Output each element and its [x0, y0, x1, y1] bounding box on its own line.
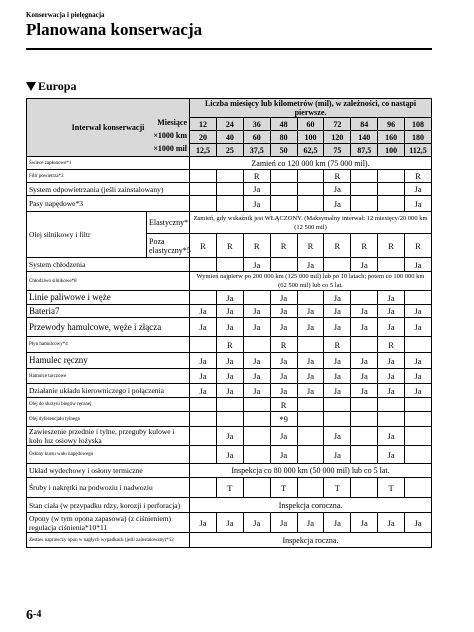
- span-note: Inspekcja roczna.: [190, 533, 432, 548]
- table-row: [27, 427, 432, 446]
- schedule-mark: [243, 412, 270, 427]
- schedule-mark: [243, 446, 270, 464]
- schedule-mark: Ja: [243, 196, 270, 212]
- schedule-mark: [270, 196, 297, 212]
- schedule-mark: T: [216, 478, 243, 498]
- service-item-label: Świece zapłonowe*1: [27, 157, 190, 170]
- table-row: [27, 212, 432, 234]
- schedule-mark: Ja: [270, 446, 297, 464]
- table-row: [27, 498, 432, 513]
- service-item-label: Chłodziwo silnikowe*8: [27, 272, 190, 291]
- span-note: Inspekcja co 80 000 km (50 000 mil) lub co 5 lat.: [190, 464, 432, 478]
- schedule-mark: Ja: [243, 305, 270, 318]
- schedule-mark: R: [270, 234, 297, 258]
- interval-value: 62,5: [297, 144, 324, 157]
- service-item-label: Zawieszenie przednie i tylne, przeguby kulowe i koło luz osiowy łożyska: [27, 427, 190, 446]
- table-row: [27, 305, 432, 318]
- title-divider: [26, 48, 432, 50]
- schedule-mark: [405, 398, 432, 412]
- schedule-mark: Ja: [190, 384, 217, 398]
- schedule-mark: Ja: [216, 446, 243, 464]
- schedule-mark: Ja: [270, 513, 297, 533]
- schedule-mark: Ja: [216, 369, 243, 384]
- schedule-mark: R: [190, 234, 217, 258]
- oil-fixed-label: Poza elastyczny*5: [147, 234, 190, 258]
- schedule-mark: [297, 412, 324, 427]
- schedule-mark: Ja: [243, 318, 270, 337]
- schedule-mark: [378, 398, 405, 412]
- schedule-mark: Ja: [378, 427, 405, 446]
- interval-value: 36: [243, 118, 270, 131]
- schedule-mark: R: [270, 337, 297, 353]
- table-row: [27, 353, 432, 369]
- schedule-mark: Ja: [324, 384, 351, 398]
- service-item-label: Hamulec ręczny: [27, 353, 190, 369]
- schedule-mark: Ja: [243, 258, 270, 272]
- service-item-label: Olej dyferencjału tylnego: [27, 412, 190, 427]
- table-row: [27, 478, 432, 498]
- interval-value: 60: [297, 118, 324, 131]
- interval-value: 25: [216, 144, 243, 157]
- schedule-mark: [297, 183, 324, 196]
- schedule-mark: T: [270, 478, 297, 498]
- schedule-mark: Ja: [378, 513, 405, 533]
- schedule-mark: Ja: [405, 183, 432, 196]
- maintenance-schedule-table: [26, 98, 432, 548]
- schedule-mark: [216, 412, 243, 427]
- schedule-mark: Ja: [190, 353, 217, 369]
- table-row: [27, 99, 432, 118]
- schedule-mark: Ja: [324, 196, 351, 212]
- service-item-label: Płyn hamulcowy*4: [27, 337, 190, 353]
- table-row: [27, 170, 432, 183]
- schedule-mark: [190, 427, 217, 446]
- section-label: Europa: [38, 79, 77, 93]
- table-row: [27, 384, 432, 398]
- schedule-mark: Ja: [270, 291, 297, 305]
- service-item-label: Śruby i nakrętki na podwoziu i nadwoziu: [27, 478, 190, 498]
- schedule-mark: [216, 183, 243, 196]
- schedule-mark: [405, 427, 432, 446]
- interval-value: 100: [378, 144, 405, 157]
- interval-value: 84: [351, 118, 378, 131]
- schedule-mark: [297, 196, 324, 212]
- schedule-mark: Ja: [190, 369, 217, 384]
- interval-value: 72: [324, 118, 351, 131]
- schedule-mark: R: [324, 234, 351, 258]
- schedule-mark: [190, 258, 217, 272]
- schedule-mark: [351, 183, 378, 196]
- schedule-mark: Ja: [190, 318, 217, 337]
- schedule-mark: [270, 183, 297, 196]
- schedule-mark: Ja: [405, 258, 432, 272]
- table-row: [27, 291, 432, 305]
- schedule-mark: Ja: [190, 305, 217, 318]
- schedule-mark: Ja: [378, 318, 405, 337]
- schedule-mark: Ja: [405, 384, 432, 398]
- schedule-mark: Ja: [216, 384, 243, 398]
- schedule-mark: Ja: [297, 353, 324, 369]
- schedule-mark: Ja: [190, 513, 217, 533]
- schedule-mark: [351, 170, 378, 183]
- schedule-mark: Ja: [216, 513, 243, 533]
- schedule-mark: [351, 427, 378, 446]
- service-item-label: Osłony kursu wału napędowego: [27, 446, 190, 464]
- service-item-label: Przewody hamulcowe, węże i złącza: [27, 318, 190, 337]
- schedule-mark: Ja: [378, 446, 405, 464]
- schedule-mark: [378, 412, 405, 427]
- schedule-mark: [190, 183, 217, 196]
- schedule-mark: [216, 398, 243, 412]
- schedule-mark: [216, 258, 243, 272]
- schedule-mark: T: [378, 478, 405, 498]
- schedule-mark: R: [351, 234, 378, 258]
- schedule-mark: [324, 258, 351, 272]
- table-row: [27, 272, 432, 291]
- table-row: [27, 318, 432, 337]
- schedule-mark: R: [243, 234, 270, 258]
- service-item-label: Olej do skrzyni biegów ręcznej: [27, 398, 190, 412]
- schedule-mark: Ja: [351, 353, 378, 369]
- schedule-mark: [405, 412, 432, 427]
- schedule-mark: Ja: [405, 513, 432, 533]
- schedule-mark: Ja: [324, 513, 351, 533]
- schedule-mark: Ja: [405, 196, 432, 212]
- schedule-mark: [190, 412, 217, 427]
- schedule-mark: Ja: [216, 305, 243, 318]
- schedule-mark: [351, 446, 378, 464]
- schedule-mark: [324, 412, 351, 427]
- schedule-mark: Ja: [351, 318, 378, 337]
- schedule-mark: [190, 196, 217, 212]
- schedule-mark: [297, 291, 324, 305]
- schedule-mark: [216, 170, 243, 183]
- schedule-mark: [351, 291, 378, 305]
- schedule-mark: *9: [270, 412, 297, 427]
- schedule-mark: Ja: [405, 305, 432, 318]
- schedule-mark: Ja: [324, 291, 351, 305]
- schedule-mark: Ja: [405, 353, 432, 369]
- schedule-mark: Ja: [378, 305, 405, 318]
- oil-elastic-note: Zamień, gdy wskaźnik jest WŁĄCZONY. (Maksymalny interwał: 12 miesięcy/20 000 km (12 500 mil): [190, 212, 432, 234]
- table-row: [27, 369, 432, 384]
- schedule-mark: R: [216, 337, 243, 353]
- schedule-mark: [324, 398, 351, 412]
- interval-value: 100: [297, 131, 324, 144]
- interval-value: 180: [405, 131, 432, 144]
- schedule-mark: Ja: [378, 353, 405, 369]
- service-item-label: System odpowietrzania (jeśli zainstalowany): [27, 183, 190, 196]
- interval-value: 12: [198, 119, 207, 129]
- interval-value: 60: [243, 131, 270, 144]
- schedule-mark: Ja: [378, 384, 405, 398]
- schedule-mark: Ja: [297, 258, 324, 272]
- chapter-heading: Konserwacja i pielęgnacja: [26, 11, 105, 19]
- schedule-mark: [243, 291, 270, 305]
- schedule-mark: [216, 196, 243, 212]
- schedule-mark: [351, 478, 378, 498]
- schedule-mark: [297, 446, 324, 464]
- schedule-mark: Ja: [405, 318, 432, 337]
- interval-value: 24: [216, 118, 243, 131]
- table-row: [27, 513, 432, 533]
- row-unit-label: ×1000 km: [153, 131, 187, 140]
- table-row: [27, 157, 432, 170]
- schedule-mark: [297, 170, 324, 183]
- interval-value: [153, 131, 217, 144]
- schedule-mark: R: [324, 170, 351, 183]
- span-note: Wymień najpierw po 200 000 km (125 000 mil) lub po 10 latach; potem co 100 000 km (62 500 mil) lub co 5 lat.: [190, 272, 432, 291]
- schedule-mark: [243, 478, 270, 498]
- schedule-mark: [190, 478, 217, 498]
- schedule-mark: R: [324, 337, 351, 353]
- interval-value: 40: [216, 131, 243, 144]
- row-unit-label: Miesiące: [157, 118, 187, 127]
- interval-value: 96: [378, 118, 405, 131]
- table-row: [27, 258, 432, 272]
- span-note: Zamień co 120 000 km (75 000 mil).: [190, 157, 432, 170]
- schedule-mark: [243, 398, 270, 412]
- interval-value: 50: [270, 144, 297, 157]
- interval-value: 108: [405, 118, 432, 131]
- schedule-mark: [405, 337, 432, 353]
- interval-value: [157, 118, 217, 131]
- schedule-mark: R: [405, 170, 432, 183]
- schedule-mark: Ja: [270, 427, 297, 446]
- schedule-mark: [351, 196, 378, 212]
- service-item-label: Zestaw naprawczy opon w nagłych wypadkach (jeśli zainstalowany)*12: [27, 533, 190, 548]
- table-row: [27, 446, 432, 464]
- schedule-mark: [351, 398, 378, 412]
- schedule-mark: Ja: [216, 427, 243, 446]
- service-item-label: Opony (w tym opona zapasowa) (z ciśnieniem) regulacja ciśnienia*10*11: [27, 513, 190, 533]
- schedule-mark: R: [243, 170, 270, 183]
- schedule-mark: Ja: [270, 318, 297, 337]
- schedule-mark: Ja: [270, 353, 297, 369]
- schedule-mark: [190, 337, 217, 353]
- schedule-mark: R: [216, 234, 243, 258]
- schedule-mark: Ja: [270, 369, 297, 384]
- interval-header: Interwał konserwacji: [27, 99, 190, 157]
- schedule-mark: Ja: [351, 305, 378, 318]
- schedule-mark: Ja: [243, 353, 270, 369]
- interval-value: 12,5: [195, 145, 210, 155]
- schedule-mark: [270, 170, 297, 183]
- span-note: Inspekcja coroczna.: [190, 498, 432, 513]
- schedule-mark: Ja: [324, 183, 351, 196]
- page-title: Planowana konserwacja: [26, 20, 203, 39]
- schedule-mark: [190, 170, 217, 183]
- schedule-mark: [243, 337, 270, 353]
- schedule-mark: [297, 478, 324, 498]
- section-heading: [26, 79, 76, 94]
- schedule-mark: [378, 183, 405, 196]
- service-item-label: Bateria7: [27, 305, 190, 318]
- schedule-mark: [405, 446, 432, 464]
- service-item-label: Stan ciała (w przypadku rdzy, korozji i perforacja): [27, 498, 190, 513]
- schedule-mark: Ja: [324, 427, 351, 446]
- service-item-label: Pasy napędowe*3: [27, 196, 190, 212]
- table-row: [27, 533, 432, 548]
- schedule-mark: Ja: [324, 353, 351, 369]
- schedule-mark: Ja: [351, 384, 378, 398]
- interval-value: 112,5: [405, 144, 432, 157]
- schedule-mark: Ja: [378, 291, 405, 305]
- service-item-label: Filtr powietrza*2: [27, 170, 190, 183]
- schedule-mark: Ja: [243, 384, 270, 398]
- schedule-mark: [378, 170, 405, 183]
- schedule-mark: R: [297, 234, 324, 258]
- interval-value: 120: [324, 131, 351, 144]
- schedule-mark: [270, 258, 297, 272]
- table-row: [27, 183, 432, 196]
- schedule-mark: Ja: [378, 369, 405, 384]
- schedule-mark: [297, 427, 324, 446]
- interval-caption: Liczba miesięcy lub kilometrów (mil), w zależności, co nastąpi pierwsze.: [190, 99, 432, 118]
- schedule-mark: [190, 398, 217, 412]
- schedule-mark: Ja: [324, 446, 351, 464]
- oil-elastic-label: Elastyczny*: [147, 212, 190, 234]
- table-row: [27, 196, 432, 212]
- schedule-mark: Ja: [351, 258, 378, 272]
- schedule-mark: Ja: [351, 513, 378, 533]
- interval-value: 48: [270, 118, 297, 131]
- schedule-mark: T: [324, 478, 351, 498]
- schedule-mark: Ja: [297, 513, 324, 533]
- interval-value: 80: [270, 131, 297, 144]
- page-number: 6-4: [26, 608, 42, 623]
- service-item-label: Układ wydechowy i osłony termiczne: [27, 464, 190, 478]
- schedule-mark: Ja: [324, 318, 351, 337]
- schedule-mark: [405, 291, 432, 305]
- schedule-mark: Ja: [351, 369, 378, 384]
- table-row: [27, 337, 432, 353]
- schedule-mark: [243, 427, 270, 446]
- interval-value: 20: [198, 132, 207, 142]
- row-unit-label: ×1000 mil: [153, 144, 187, 153]
- schedule-mark: [405, 478, 432, 498]
- schedule-mark: R: [378, 234, 405, 258]
- schedule-mark: Ja: [324, 369, 351, 384]
- schedule-mark: [378, 196, 405, 212]
- schedule-mark: Ja: [297, 384, 324, 398]
- interval-value: 160: [378, 131, 405, 144]
- interval-value: 140: [351, 131, 378, 144]
- schedule-mark: Ja: [270, 384, 297, 398]
- interval-value: 75: [324, 144, 351, 157]
- schedule-mark: Ja: [216, 353, 243, 369]
- schedule-mark: Ja: [297, 318, 324, 337]
- schedule-mark: Ja: [216, 318, 243, 337]
- schedule-mark: [378, 258, 405, 272]
- service-item-label: Linie paliwowe i węże: [27, 291, 190, 305]
- table-row: [27, 464, 432, 478]
- schedule-mark: [190, 446, 217, 464]
- schedule-mark: Ja: [405, 369, 432, 384]
- schedule-mark: Ja: [243, 183, 270, 196]
- schedule-mark: Ja: [324, 305, 351, 318]
- schedule-mark: Ja: [270, 305, 297, 318]
- schedule-mark: R: [405, 234, 432, 258]
- schedule-mark: R: [270, 398, 297, 412]
- service-item-label: System chłodzenia: [27, 258, 190, 272]
- table-row: [27, 398, 432, 412]
- interval-value: [153, 144, 217, 157]
- table-row: [27, 412, 432, 427]
- triangle-down-icon: [26, 82, 36, 91]
- interval-value: 37,5: [243, 144, 270, 157]
- schedule-mark: Ja: [243, 369, 270, 384]
- service-item-label: Hamulce tarczowe: [27, 369, 190, 384]
- schedule-mark: Ja: [297, 369, 324, 384]
- schedule-mark: [351, 337, 378, 353]
- schedule-mark: [351, 412, 378, 427]
- schedule-mark: [297, 398, 324, 412]
- schedule-mark: Ja: [243, 513, 270, 533]
- interval-value: 87,5: [351, 144, 378, 157]
- oil-label: Olej silnikowy i filtr: [27, 212, 147, 258]
- service-item-label: Działanie układu kierowniczego i połączenia: [27, 384, 190, 398]
- schedule-mark: Ja: [216, 291, 243, 305]
- schedule-mark: [297, 337, 324, 353]
- schedule-mark: Ja: [297, 305, 324, 318]
- schedule-mark: [190, 291, 217, 305]
- schedule-mark: R: [378, 337, 405, 353]
